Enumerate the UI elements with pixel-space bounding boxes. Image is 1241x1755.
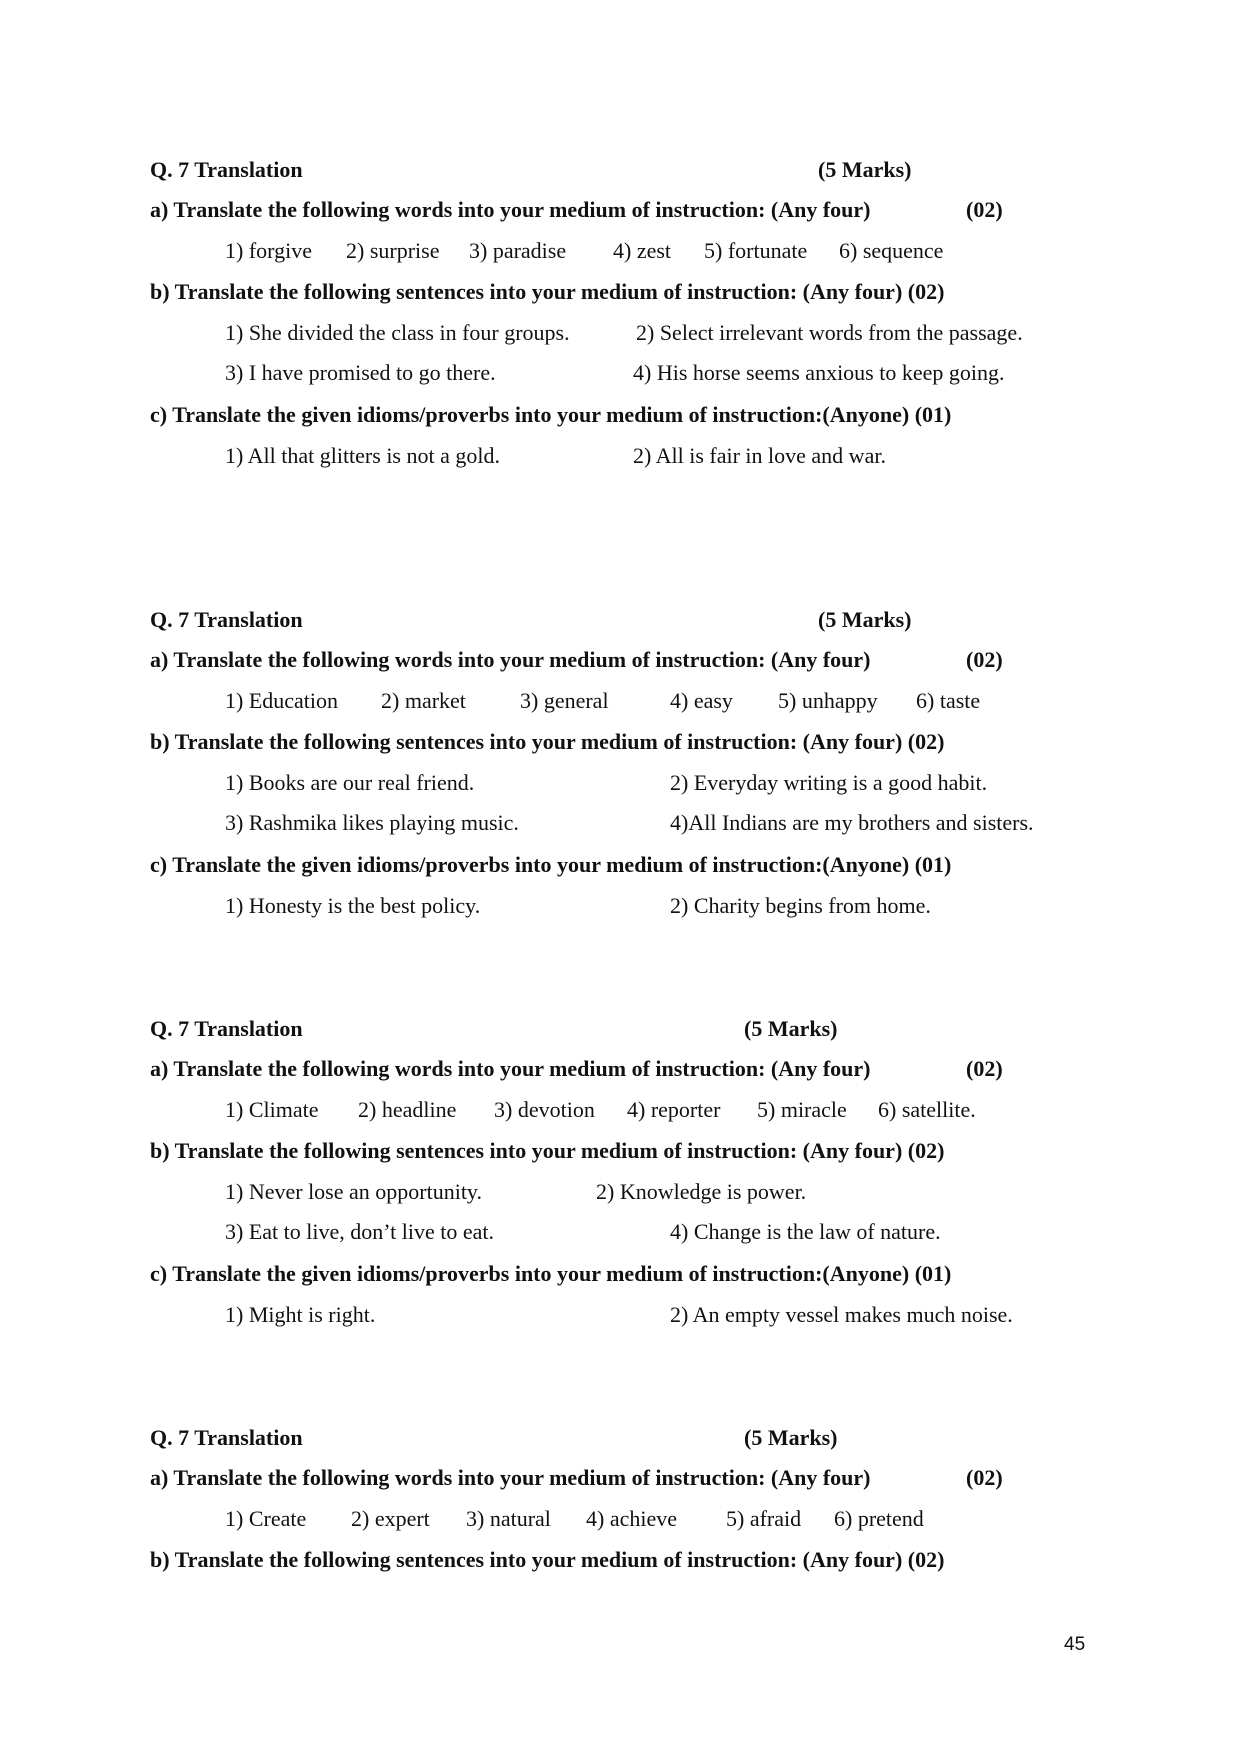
page-number: 45 [1064, 1634, 1086, 1655]
part-b-heading: b) Translate the following sentences into your medium of instruction: (Any four) (02) [150, 1547, 945, 1572]
part-a-marks: (02) [966, 1465, 1003, 1490]
list-item: 6) taste [916, 688, 981, 713]
list-item: 4) Change is the law of nature. [670, 1219, 941, 1244]
list-item: 5) fortunate [704, 238, 808, 263]
part-a-heading: a) Translate the following words into your medium of instruction: (Any four) [150, 1465, 871, 1490]
list-item: 4)All Indians are my brothers and sisters. [670, 810, 1034, 835]
part-c-heading: c) Translate the given idioms/proverbs into your medium of instruction:(Anyone) (01) [150, 402, 952, 427]
list-item: 5) miracle [757, 1097, 847, 1122]
list-item: 1) Honesty is the best policy. [225, 893, 481, 918]
part-a-marks: (02) [966, 197, 1003, 222]
list-item: 2) market [381, 688, 466, 713]
list-item: 3) I have promised to go there. [225, 360, 496, 385]
part-b-heading: b) Translate the following sentences into your medium of instruction: (Any four) (02) [150, 1138, 945, 1163]
list-item: 1) forgive [225, 238, 312, 263]
list-item: 3) natural [466, 1506, 551, 1531]
list-item: 5) unhappy [778, 688, 878, 713]
list-item: 2) headline [358, 1097, 457, 1122]
list-item: 3) Eat to live, don’t live to eat. [225, 1219, 495, 1244]
part-c-heading: c) Translate the given idioms/proverbs into your medium of instruction:(Anyone) (01) [150, 852, 952, 877]
list-item: 2) Select irrelevant words from the passage. [636, 320, 1023, 345]
list-item: 4) easy [670, 688, 733, 713]
question-title: Q. 7 Translation [150, 1016, 303, 1041]
question-marks: (5 Marks) [744, 1016, 838, 1041]
list-item: 2) All is fair in love and war. [633, 443, 886, 468]
list-item: 2) Knowledge is power. [596, 1179, 807, 1204]
list-item: 3) paradise [469, 238, 567, 263]
question-marks: (5 Marks) [744, 1425, 838, 1450]
list-item: 1) Never lose an opportunity. [225, 1179, 483, 1204]
list-item: 1) Books are our real friend. [225, 770, 475, 795]
part-a-marks: (02) [966, 1056, 1003, 1081]
question-title: Q. 7 Translation [150, 157, 303, 182]
list-item: 1) All that glitters is not a gold. [225, 443, 500, 468]
list-item: 4) reporter [627, 1097, 721, 1122]
list-item: 2) surprise [346, 238, 440, 263]
part-a-heading: a) Translate the following words into your medium of instruction: (Any four) [150, 1056, 871, 1081]
part-a-marks: (02) [966, 647, 1003, 672]
question-marks: (5 Marks) [818, 157, 912, 182]
list-item: 4) zest [613, 238, 672, 263]
list-item: 1) Climate [225, 1097, 319, 1122]
list-item: 1) Create [225, 1506, 307, 1531]
part-a-heading: a) Translate the following words into your medium of instruction: (Any four) [150, 647, 871, 672]
list-item: 2) expert [351, 1506, 430, 1531]
list-item: 4) His horse seems anxious to keep going. [633, 360, 1005, 385]
list-item: 1) Might is right. [225, 1302, 376, 1327]
list-item: 6) pretend [834, 1506, 924, 1531]
list-item: 1) Education [225, 688, 339, 713]
part-a-heading: a) Translate the following words into your medium of instruction: (Any four) [150, 197, 871, 222]
list-item: 2) Everyday writing is a good habit. [670, 770, 988, 795]
list-item: 1) She divided the class in four groups. [225, 320, 570, 345]
question-marks: (5 Marks) [818, 607, 912, 632]
list-item: 2) An empty vessel makes much noise. [670, 1302, 1013, 1327]
list-item: 3) devotion [494, 1097, 595, 1122]
list-item: 2) Charity begins from home. [670, 893, 931, 918]
list-item: 3) Rashmika likes playing music. [225, 810, 519, 835]
list-item: 5) afraid [726, 1506, 802, 1531]
list-item: 4) achieve [586, 1506, 677, 1531]
part-b-heading: b) Translate the following sentences into your medium of instruction: (Any four) (02) [150, 729, 945, 754]
part-b-heading: b) Translate the following sentences into your medium of instruction: (Any four) (02) [150, 279, 945, 304]
list-item: 6) sequence [839, 238, 944, 263]
question-title: Q. 7 Translation [150, 607, 303, 632]
part-c-heading: c) Translate the given idioms/proverbs into your medium of instruction:(Anyone) (01) [150, 1261, 952, 1286]
list-item: 6) satellite. [878, 1097, 976, 1122]
question-title: Q. 7 Translation [150, 1425, 303, 1450]
list-item: 3) general [520, 688, 609, 713]
